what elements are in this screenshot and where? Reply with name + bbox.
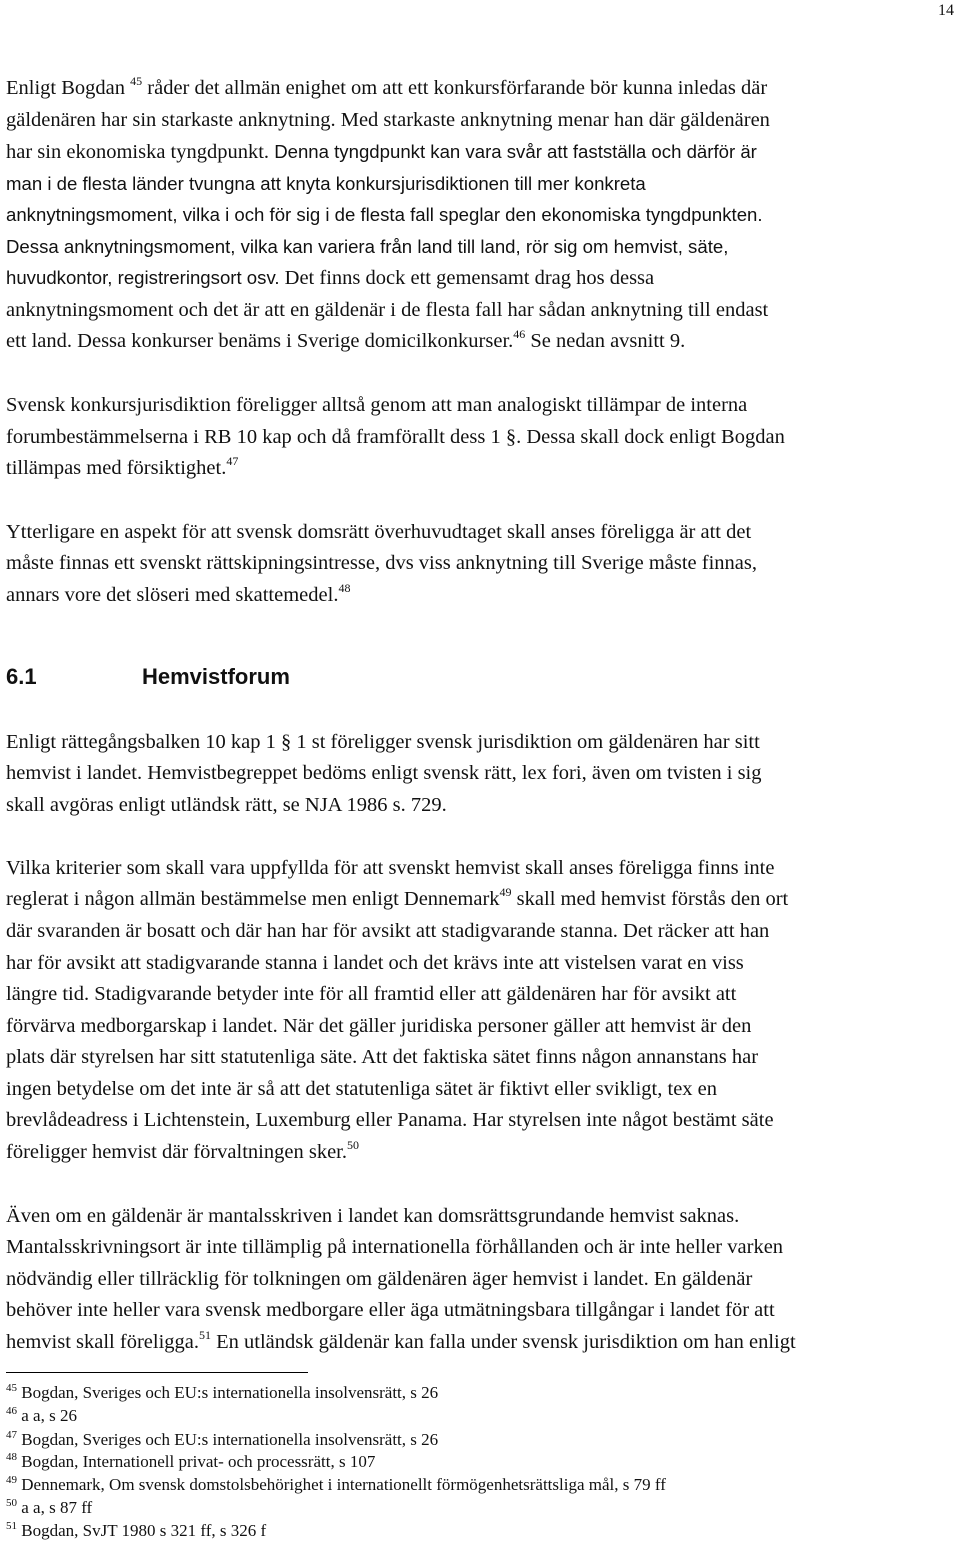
text-line: ett land. Dessa konkurser benäms i Sverige domicilkonkurser.$^{46}$ Se nedan avsnitt 9. <box>6 327 686 352</box>
text-line: har sin ekonomiska tyngdpunkt. Denna tyngdpunkt kan vara svår att fastställa och därför är <box>6 141 757 163</box>
text-line: Enligt rättegångsbalken 10 kap 1 § 1 st föreligger svensk jurisdiktion om gäldenären har sitt <box>6 731 760 753</box>
text-line: föreligger hemvist där förvaltningen sker.$^{50}$ <box>6 1138 359 1163</box>
page-number: 14 <box>938 2 954 19</box>
footnote-ref[interactable]: 51 <box>199 1328 211 1342</box>
text-line: där svaranden är bosatt och där han har för avsikt att stadigvarande stanna. Det räcker att han <box>6 920 770 942</box>
text-line: Mantalsskrivningsort är inte tillämplig på internationella förhållanden och är inte heller varken <box>6 1236 784 1258</box>
footnote-divider <box>6 1372 308 1373</box>
text-line: gäldenären har sin starkaste anknytning. Med starkaste anknytning menar han där gäldenären <box>6 109 770 131</box>
text-line: Dessa anknytningsmoment, vilka kan variera från land till land, rör sig om hemvist, säte, <box>6 236 729 257</box>
footnote: $^{46}$ a a, s 26 <box>6 1405 77 1425</box>
footnote-ref[interactable]: 50 <box>347 1138 359 1152</box>
text-line: hemvist i landet. Hemvistbegreppet bedöms enligt svensk rätt, lex fori, även om tvisten i sig <box>6 762 762 784</box>
footnote-ref[interactable]: 49 <box>499 885 512 899</box>
text-line: huvudkontor, registreringsort osv. Det finns dock ett gemensamt drag hos dessa <box>6 267 655 289</box>
footnote: $^{45}$ Bogdan, Sveriges och EU:s internationella insolvensrätt, s 26 <box>6 1382 439 1402</box>
text-line: tillämpas med försiktighet.$^{47}$ <box>6 454 239 479</box>
text-line: Vilka kriterier som skall vara uppfyllda för att svenskt hemvist skall anses föreligga finns inte <box>6 857 775 879</box>
section-title: Hemvistforum <box>142 664 290 689</box>
footnote-ref[interactable]: 48 <box>338 581 351 595</box>
text-line: anknytningsmoment och det är att en gäldenär i de flesta fall har sådan anknytning till endast <box>6 299 769 321</box>
text-line: annars vore det slöseri med skattemedel.$^{48}$ <box>6 581 351 606</box>
text-line: Enligt Bogdan $^{45}$ råder det allmän enighet om att ett konkursförfarande bör kunna inledas där <box>6 74 768 99</box>
text-line: behöver inte heller vara svensk medborgare eller äga utmätningsbara tillgångar i landet för att <box>6 1299 775 1321</box>
footnote: $^{51}$ Bogdan, SvJT 1980 s 321 ff, s 326 f <box>6 1520 267 1540</box>
text-line: har för avsikt att stadigvarande stanna i landet och det krävs inte att vistelsen varat en viss <box>6 952 744 974</box>
text-line: Svensk konkursjurisdiktion föreligger alltså genom att man analogiskt tillämpar de interna <box>6 394 748 416</box>
text-line: nödvändig eller tillräcklig för tolkningen om gäldenären äger hemvist i landet. En gäldenär <box>6 1268 753 1290</box>
text-line: reglerat i någon allmän bestämmelse men enligt Dennemark$^{49}$ skall med hemvist förstås den ort <box>6 885 789 910</box>
footnote: $^{50}$ a a, s 87 ff <box>6 1497 93 1517</box>
text-line: man i de flesta länder tvungna att knyta konkursjurisdiktionen till mer konkreta <box>6 173 646 194</box>
text-line: måste finnas ett svenskt rättskipningsintresse, dvs viss anknytning till Sverige måste finnas, <box>6 552 758 574</box>
footnote: $^{47}$ Bogdan, Sveriges och EU:s internationella insolvensrätt, s 26 <box>6 1429 439 1449</box>
text-line: förvärva medborgarskap i landet. När det gäller juridiska personer gäller att hemvist är den <box>6 1015 752 1037</box>
text-line: längre tid. Stadigvarande betyder inte för all framtid eller att gäldenären har för avsikt att <box>6 983 737 1005</box>
text-line: anknytningsmoment, vilka i och för sig i de flesta fall speglar den ekonomiska tyngdpunkten. <box>6 204 763 225</box>
footnote-ref[interactable]: 46 <box>513 327 526 341</box>
text-line: Ytterligare en aspekt för att svensk domsrätt överhuvudtaget skall anses föreligga är att det <box>6 521 752 543</box>
text-line: forumbestämmelserna i RB 10 kap och då framförallt dess 1 §. Dessa skall dock enligt Bogdan <box>6 426 785 448</box>
text-line: Även om en gäldenär är mantalsskriven i landet kan domsrättsgrundande hemvist saknas. <box>6 1205 740 1227</box>
text-line: skall avgöras enligt utländsk rätt, se NJA 1986 s. 729. <box>6 794 447 816</box>
footnote-ref[interactable]: 45 <box>130 74 143 88</box>
text-line: brevlådeadress i Lichtenstein, Luxemburg eller Panama. Har styrelsen inte något bestämt säte <box>6 1109 774 1131</box>
text-line: plats där styrelsen har sitt statutenliga säte. Att det faktiska sätet finns någon annanstans har <box>6 1046 759 1068</box>
section-heading <box>6 664 290 690</box>
footnote: $^{49}$ Dennemark, Om svensk domstolsbehörighet i internationellt förmögenhetsrättsliga mål, s 79 ff <box>6 1474 666 1494</box>
section-number: 6.1 <box>6 664 37 689</box>
text-line: ingen betydelse om det inte är så att det statutenliga sätet är fiktivt eller svikligt, tex en <box>6 1078 718 1100</box>
footnote-ref[interactable]: 47 <box>226 454 239 468</box>
footnote: $^{48}$ Bogdan, Internationell privat- och processrätt, s 107 <box>6 1451 376 1471</box>
text-line: hemvist skall föreligga.$^{51}$ En utländsk gäldenär kan falla under svensk jurisdiktion om han enligt <box>6 1328 796 1353</box>
